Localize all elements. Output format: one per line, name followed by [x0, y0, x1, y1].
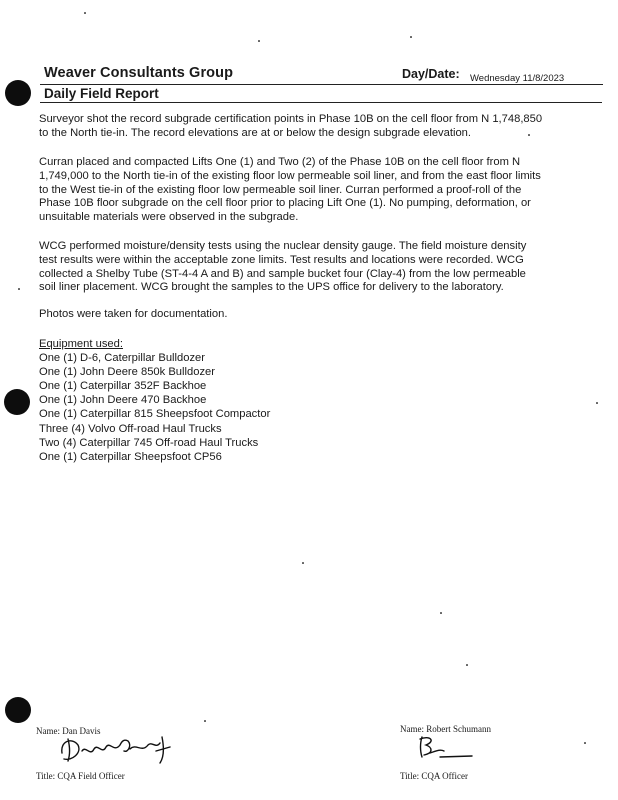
company-name: Weaver Consultants Group [44, 65, 234, 81]
paragraph-wcg-testing [39, 240, 599, 295]
paragraph-curran [39, 156, 599, 225]
text-line: WCG performed moisture/density tests using the nuclear density gauge. The field moisture density [39, 240, 527, 252]
punch-hole [5, 697, 31, 723]
text-line: to the West tie-in of the existing floor low permeable soil liner. Curran performed a proof-roll of the [39, 183, 522, 196]
signer-name-right: Name: Robert Schumann [400, 724, 491, 734]
text-line: to the North tie-in. The record elevations are at or below the design subgrade elevation. [39, 126, 472, 139]
scan-speck [596, 402, 598, 404]
handwritten-signature-right [416, 733, 476, 759]
day-date-label: Day/Date: [402, 67, 460, 81]
paragraph-photos [39, 308, 599, 322]
text-line: Curran placed and compacted Lifts One (1) and Two (2) of the Phase 10B on the cell floor from N [39, 156, 521, 168]
day-date-underline [463, 84, 603, 85]
text-line: collected a Shelby Tube (ST-4-4 A and B) and sample bucket four (Clay-4) from the low permeable [39, 267, 526, 280]
equipment-item: One (1) John Deere 850k Bulldozer [39, 366, 215, 379]
handwritten-signature-left [58, 731, 178, 765]
text-line: unsuitable materials were observed in the subgrade. [39, 211, 299, 224]
equipment-item: Three (4) Volvo Off-road Haul Trucks [39, 422, 222, 435]
equipment-item: One (1) John Deere 470 Backhoe [39, 394, 207, 407]
scan-speck [18, 288, 20, 290]
scan-speck [466, 664, 468, 666]
scan-speck [410, 36, 412, 38]
header-rule [40, 102, 602, 103]
scan-speck [440, 612, 442, 614]
text-line: test results were within the acceptable zone limits. Test results and locations were recorded. WCG [39, 253, 524, 266]
scan-speck [84, 12, 86, 14]
scan-speck [204, 720, 206, 722]
signer-name-left: Name: Dan Davis [36, 726, 101, 736]
text-line: 1,749,000 to the North tie-in of the existing floor low permeable soil liner, and from the east floor limits [39, 169, 541, 182]
scan-speck [528, 134, 530, 136]
day-date-value: Wednesday 11/8/2023 [470, 73, 565, 84]
signer-title-right: Title: CQA Officer [400, 771, 469, 781]
text-line: soil liner placement. WCG brought the samples to the UPS office for delivery to the laboratory. [39, 281, 504, 294]
punch-hole [5, 80, 31, 106]
equipment-item: Two (4) Caterpillar 745 Off-road Haul Trucks [39, 436, 259, 449]
text-line: Phase 10B floor subgrade on the cell floor prior to placing Lift One (1). No pumping, deformation, or [39, 197, 531, 210]
equipment-item: One (1) Caterpillar 352F Backhoe [39, 380, 207, 393]
scan-speck [302, 562, 304, 564]
equipment-heading: Equipment used: [39, 338, 123, 350]
scan-speck [584, 742, 586, 744]
punch-hole [4, 389, 30, 415]
equipment-item: One (1) Caterpillar Sheepsfoot CP56 [39, 450, 222, 463]
equipment-item: One (1) D-6, Caterpillar Bulldozer [39, 352, 206, 365]
text-line: Surveyor shot the record subgrade certification points in Phase 10B on the cell floor from N 1,748,850 [39, 113, 543, 125]
text-line: Photos were taken for documentation. [39, 308, 228, 320]
equipment-list [39, 337, 270, 464]
signer-title-left: Title: CQA Field Officer [36, 771, 125, 781]
equipment-item: One (1) Caterpillar 815 Sheepsfoot Compactor [39, 408, 271, 421]
paragraph-surveyor [39, 113, 599, 141]
report-title: Daily Field Report [44, 86, 159, 101]
scan-speck [258, 40, 260, 42]
